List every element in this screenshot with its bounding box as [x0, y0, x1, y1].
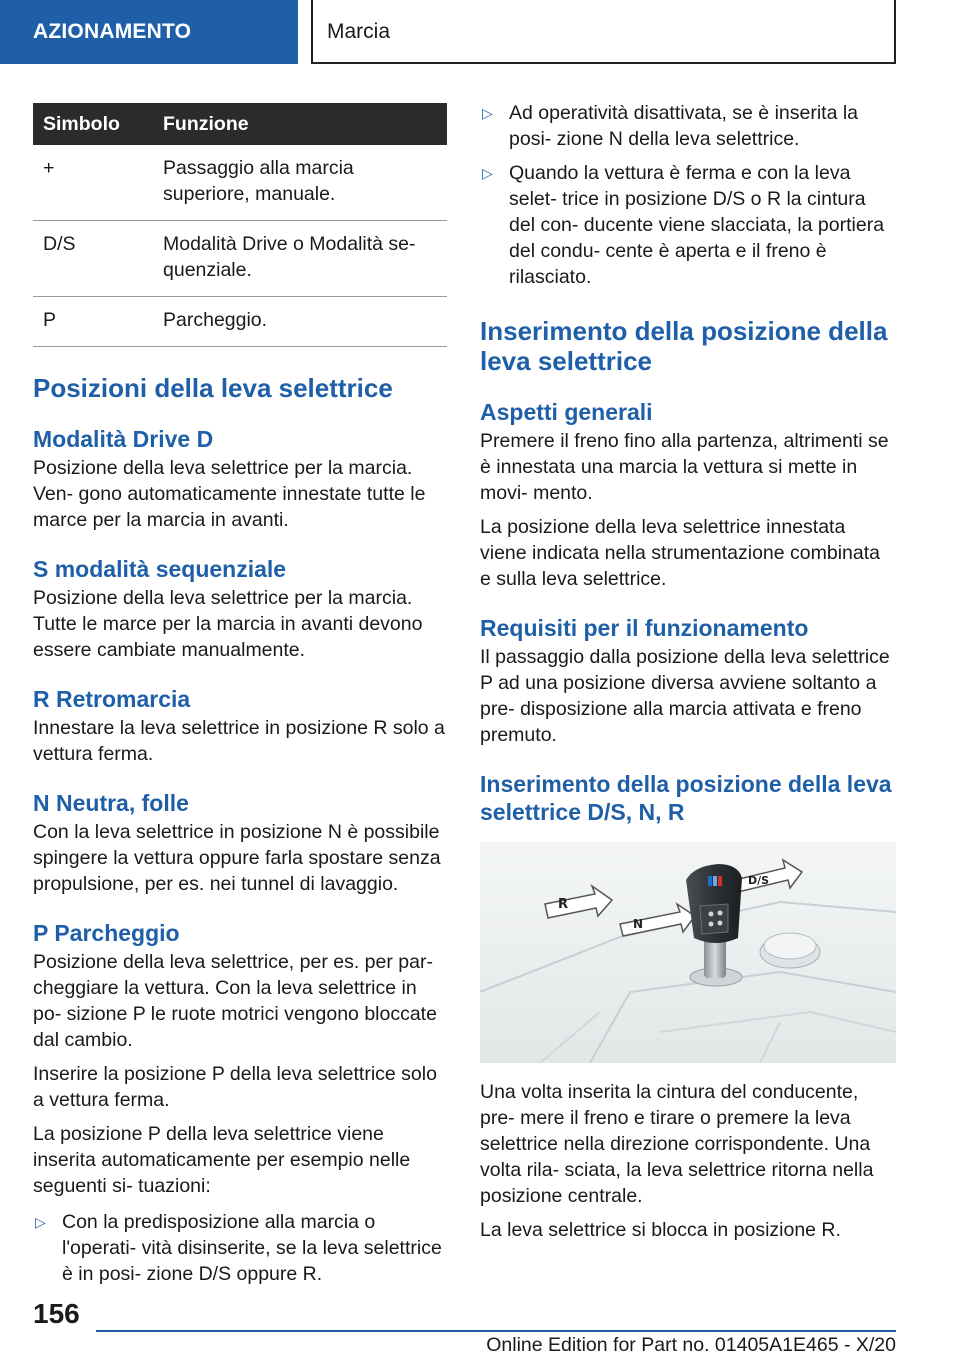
table-header-function: Funzione	[153, 103, 447, 145]
list-item-text: Quando la vettura è ferma e con la leva selet- trice in posizione D/S o R la cintura del con- ducente viene slacciata, la portiera del condu- cente è aperta e il freno è rilasciato.	[509, 162, 885, 288]
list-item-text: Con la predisposizione alla marcia o l'operati- vità disinserite, se la leva selettrice è in posi- zione D/S oppure R.	[62, 1211, 442, 1285]
edition-note: Online Edition for Part no. 01405A1E465 - X/20	[486, 1334, 896, 1356]
list-item	[33, 1209, 447, 1287]
table-cell-symbol: +	[33, 145, 153, 221]
list-item	[480, 100, 896, 152]
table-cell-symbol: P	[33, 297, 153, 347]
section-heading: Posizioni della leva selettrice	[33, 373, 393, 403]
paragraph: Inserire la posizione P della leva selettrice solo a vettura ferma.	[33, 1063, 437, 1111]
table-cell-function: Passaggio alla marcia superiore, manuale.	[153, 145, 447, 221]
right-column	[480, 100, 896, 1243]
bullet-list	[33, 1209, 447, 1287]
table-cell-function: Modalità Drive o Modalità se- quenziale.	[153, 221, 447, 297]
page-header	[0, 0, 960, 66]
left-column	[33, 103, 447, 1287]
chapter-tab[interactable]: Marcia	[311, 0, 896, 64]
symbol-function-table	[33, 103, 447, 347]
triangle-right-icon: ▷	[482, 165, 493, 181]
table-row	[33, 221, 447, 297]
paragraph: La leva selettrice si blocca in posizione R.	[480, 1219, 841, 1241]
gear-selector-illustration	[480, 842, 896, 1063]
subsection-heading: Requisiti per il funzionamento	[480, 615, 809, 641]
paragraph: Innestare la leva selettrice in posizione R solo a vettura ferma.	[33, 717, 445, 765]
list-item	[480, 160, 896, 290]
table-row	[33, 297, 447, 347]
triangle-right-icon: ▷	[35, 1214, 46, 1230]
triangle-right-icon: ▷	[482, 105, 493, 121]
paragraph: Posizione della leva selettrice per la marcia. Ven- gono automaticamente innestate tutte le marce per la marcia in avanti.	[33, 457, 426, 531]
figure-label-r: R	[558, 897, 569, 912]
bullet-list	[480, 100, 896, 290]
subsection-heading: R Retromarcia	[33, 686, 191, 712]
table-cell-symbol: D/S	[33, 221, 153, 297]
table-row	[33, 145, 447, 221]
figure-label-n: N	[633, 917, 644, 931]
subsection-heading: P Parcheggio	[33, 920, 180, 946]
table-header-symbol: Simbolo	[33, 103, 153, 145]
subsection-heading: Aspetti generali	[480, 399, 653, 425]
section-heading: Inserimento della posizione della leva selettrice	[480, 316, 888, 376]
page-number: 156	[33, 1298, 80, 1329]
list-item-text: Ad operatività disattivata, se è inserita la posi- zione N della leva selettrice.	[509, 102, 859, 150]
gear-selector-svg	[480, 842, 896, 1063]
footer-divider	[96, 1330, 896, 1332]
figure-label-ds: D/S	[748, 874, 770, 887]
subsection-heading: Inserimento della posizione della leva selettrice D/S, N, R	[480, 771, 892, 825]
paragraph: Una volta inserita la cintura del conducente, pre- mere il freno e tirare o premere la leva selettrice nella direzione corrispondente. Una volta rila- sciata, la leva selettrice ritorna nella posizione centrale.	[480, 1081, 874, 1207]
subsection-heading: S modalità sequenziale	[33, 556, 287, 582]
paragraph: Con la leva selettrice in posizione N è possibile spingere la vettura oppure farla spostare senza propulsione, per es. nei tunnel di lavaggio.	[33, 821, 441, 895]
paragraph: La posizione della leva selettrice innestata viene indicata nella strumentazione combinata e sulla leva selettrice.	[480, 516, 880, 590]
paragraph: Il passaggio dalla posizione della leva selettrice P ad una posizione diversa avviene soltanto a pre- disposizione alla marcia attivata e freno premuto.	[480, 646, 890, 746]
paragraph: Posizione della leva selettrice, per es. per par- cheggiare la vettura. Con la leva selettrice in po- sizione P le ruote motrici vengono bloccate dal cambio.	[33, 951, 437, 1051]
paragraph: La posizione P della leva selettrice viene inserita automaticamente per esempio nelle seguenti si- tuazioni:	[33, 1123, 411, 1197]
subsection-heading: Modalità Drive D	[33, 426, 214, 452]
paragraph: Premere il freno fino alla partenza, altrimenti se è innestata una marcia la vettura si mette in movi- mento.	[480, 430, 889, 504]
table-header-row	[33, 103, 447, 145]
table-cell-function: Parcheggio.	[153, 297, 447, 347]
paragraph: Posizione della leva selettrice per la marcia. Tutte le marce per la marcia in avanti devono essere cambiate manualmente.	[33, 587, 423, 661]
subsection-heading: N Neutra, folle	[33, 790, 189, 816]
section-tab[interactable]: AZIONAMENTO	[0, 0, 298, 64]
